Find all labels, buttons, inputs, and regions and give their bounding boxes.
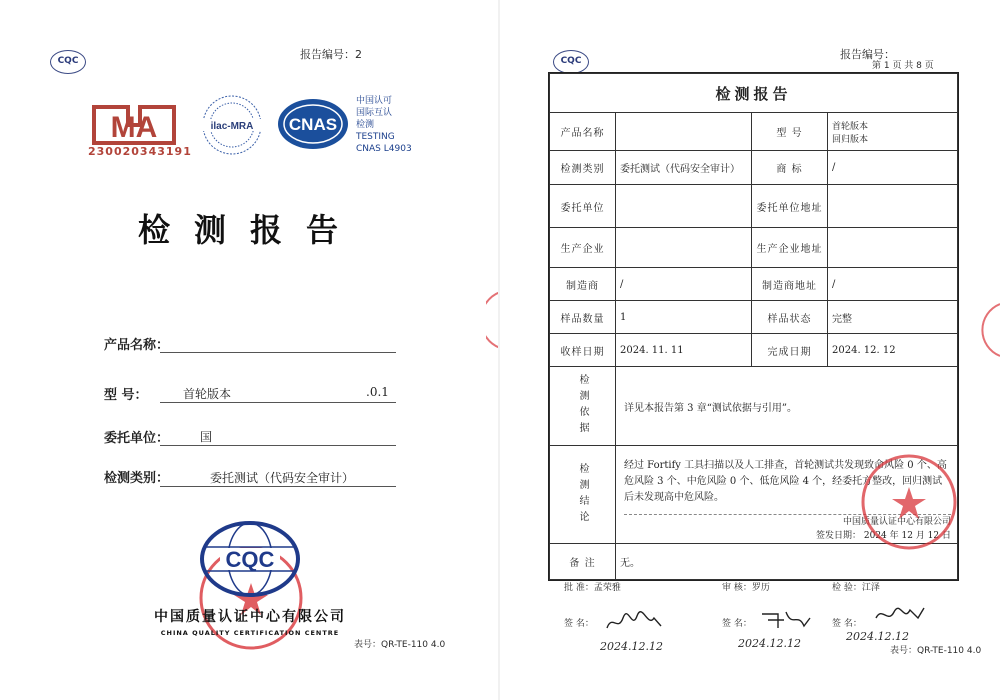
ma-number: 230020343191 — [88, 145, 192, 158]
cell-value — [616, 185, 752, 228]
cqc-small-logo: CQC — [553, 50, 589, 74]
approver: 批 准：孟荣雅 — [564, 583, 621, 593]
cell-value: / — [828, 151, 958, 185]
report-number: 报告编号： — [840, 48, 895, 61]
inspector-sign-date: 2024.12.12 — [846, 630, 909, 643]
cell-label: 完成日期 — [752, 334, 828, 367]
model-value: 首轮版本 — [183, 387, 232, 401]
cell-value: / — [828, 268, 958, 301]
form-number: 表号：QR-TE-110 4.0 — [354, 640, 446, 650]
client-value: 国 — [200, 430, 213, 444]
cell-value — [616, 228, 752, 268]
red-seal-stamp — [857, 450, 957, 560]
cell-value: 首轮版本 回归版本 — [828, 113, 958, 151]
sign-label: 签 名： — [832, 619, 862, 629]
cell-label: 商 标 — [752, 151, 828, 185]
product-name-line — [160, 352, 396, 353]
cell-label: 委托单位 — [550, 185, 616, 228]
cell-value: / — [616, 268, 752, 301]
model-line — [160, 402, 396, 403]
cnas-line: TESTING — [356, 132, 395, 142]
issue-date: 签发日期： 2024 年 12 月 12 日 — [816, 531, 951, 541]
cell-value — [828, 228, 958, 268]
organization-name: 中国质量认证中心有限公司 — [154, 609, 346, 625]
model-version-suffix: .0.1 — [366, 385, 389, 399]
reviewer: 审 核：罗历 — [722, 583, 770, 593]
sign-label: 签 名： — [722, 619, 752, 629]
issuer-name: 中国质量认证中心有限公司 — [842, 517, 951, 527]
conclusion-label-cell — [550, 446, 616, 544]
form-number: 表号：QR-TE-110 4.0 — [890, 646, 982, 656]
cnas-line: CNAS L4903 — [356, 144, 412, 154]
report-detail-page — [500, 0, 1000, 700]
approver-sign-date: 2024.12.12 — [600, 640, 663, 653]
cell-value — [828, 185, 958, 228]
cell-value: 2024. 11. 11 — [616, 334, 752, 367]
model-label: 型 号： — [104, 388, 148, 403]
cnas-line: 中国认可 — [356, 96, 393, 106]
inspector-signature — [872, 604, 928, 628]
client-label: 委托单位： — [104, 431, 170, 446]
reviewer-sign-date: 2024.12.12 — [738, 637, 801, 650]
cell-value: 委托测试（代码安全审计） — [616, 151, 752, 185]
cell-label: 型 号 — [752, 113, 828, 151]
cnas-line: 国际互认 — [356, 108, 393, 118]
test-category-line — [160, 486, 396, 487]
cell-label: 样品数量 — [550, 301, 616, 334]
report-title: 检测报告 — [137, 211, 362, 249]
cell-label: 生产企业 — [550, 228, 616, 268]
perforation-seal-edge — [980, 300, 1000, 360]
cqc-small-logo: CQC — [50, 50, 86, 74]
test-category-value: 委托测试（代码安全审计） — [210, 471, 355, 485]
cell-label: 产品名称 — [550, 113, 616, 151]
basis-label-cell — [550, 367, 616, 446]
basis-label: 检测依据 — [577, 374, 588, 438]
cqc-globe-logo — [198, 520, 302, 598]
cell-value: 1 — [616, 301, 752, 334]
inspector: 检 验：江泽 — [832, 583, 880, 593]
client-line — [160, 445, 396, 446]
reviewer-signature — [758, 608, 814, 634]
approver-signature — [604, 610, 664, 636]
cell-label: 收样日期 — [550, 334, 616, 367]
cell-value: 2024. 12. 12 — [828, 334, 958, 367]
sign-label: 签 名： — [564, 619, 594, 629]
cell-value — [616, 113, 752, 151]
conclusion-label: 检测结论 — [577, 462, 588, 527]
report-number: 报告编号：2 — [300, 48, 362, 61]
ilac-mra-logo — [197, 92, 267, 158]
cqc-big-text: CQC — [225, 547, 275, 572]
cell-label: 制造商 — [550, 268, 616, 301]
test-category-label: 检测类别： — [104, 471, 170, 486]
cnas-line: 检测 — [356, 120, 375, 130]
cell-label: 委托单位地址 — [752, 185, 828, 228]
ilac-text: ilac-MRA — [210, 121, 254, 132]
ma-logo-text: MA — [110, 111, 158, 144]
cell-label: 样品状态 — [752, 301, 828, 334]
cell-label: 备 注 — [550, 544, 616, 580]
cell-value: 完整 — [828, 301, 958, 334]
product-name-label: 产品名称： — [104, 338, 170, 353]
conclusion-text: 经过 Fortify 工具扫描以及人工排查，首轮测试共发现致命风险 0 个、高危风险 3 个、中危风险 0 个、低危风险 4 个，经委托方整改，回归测试后未发现高中危风险。 — [624, 460, 947, 503]
cell-label: 制造商地址 — [752, 268, 828, 301]
cnas-logo-text: CNAS — [288, 115, 338, 134]
table-title: 检测报告 — [550, 74, 958, 113]
organization-name-en: CHINA QUALITY CERTIFICATION CENTRE — [160, 629, 340, 637]
cell-label: 检测类别 — [550, 151, 616, 185]
cnas-accreditation-text — [356, 95, 412, 155]
cnas-logo — [276, 97, 350, 151]
cell-label: 生产企业地址 — [752, 228, 828, 268]
basis-text: 详见本报告第 3 章“测试依据与引用”。 — [616, 367, 958, 446]
remark-text: 无。 — [616, 544, 958, 580]
page-info: 第 1 页 共 8 页 — [872, 61, 934, 71]
